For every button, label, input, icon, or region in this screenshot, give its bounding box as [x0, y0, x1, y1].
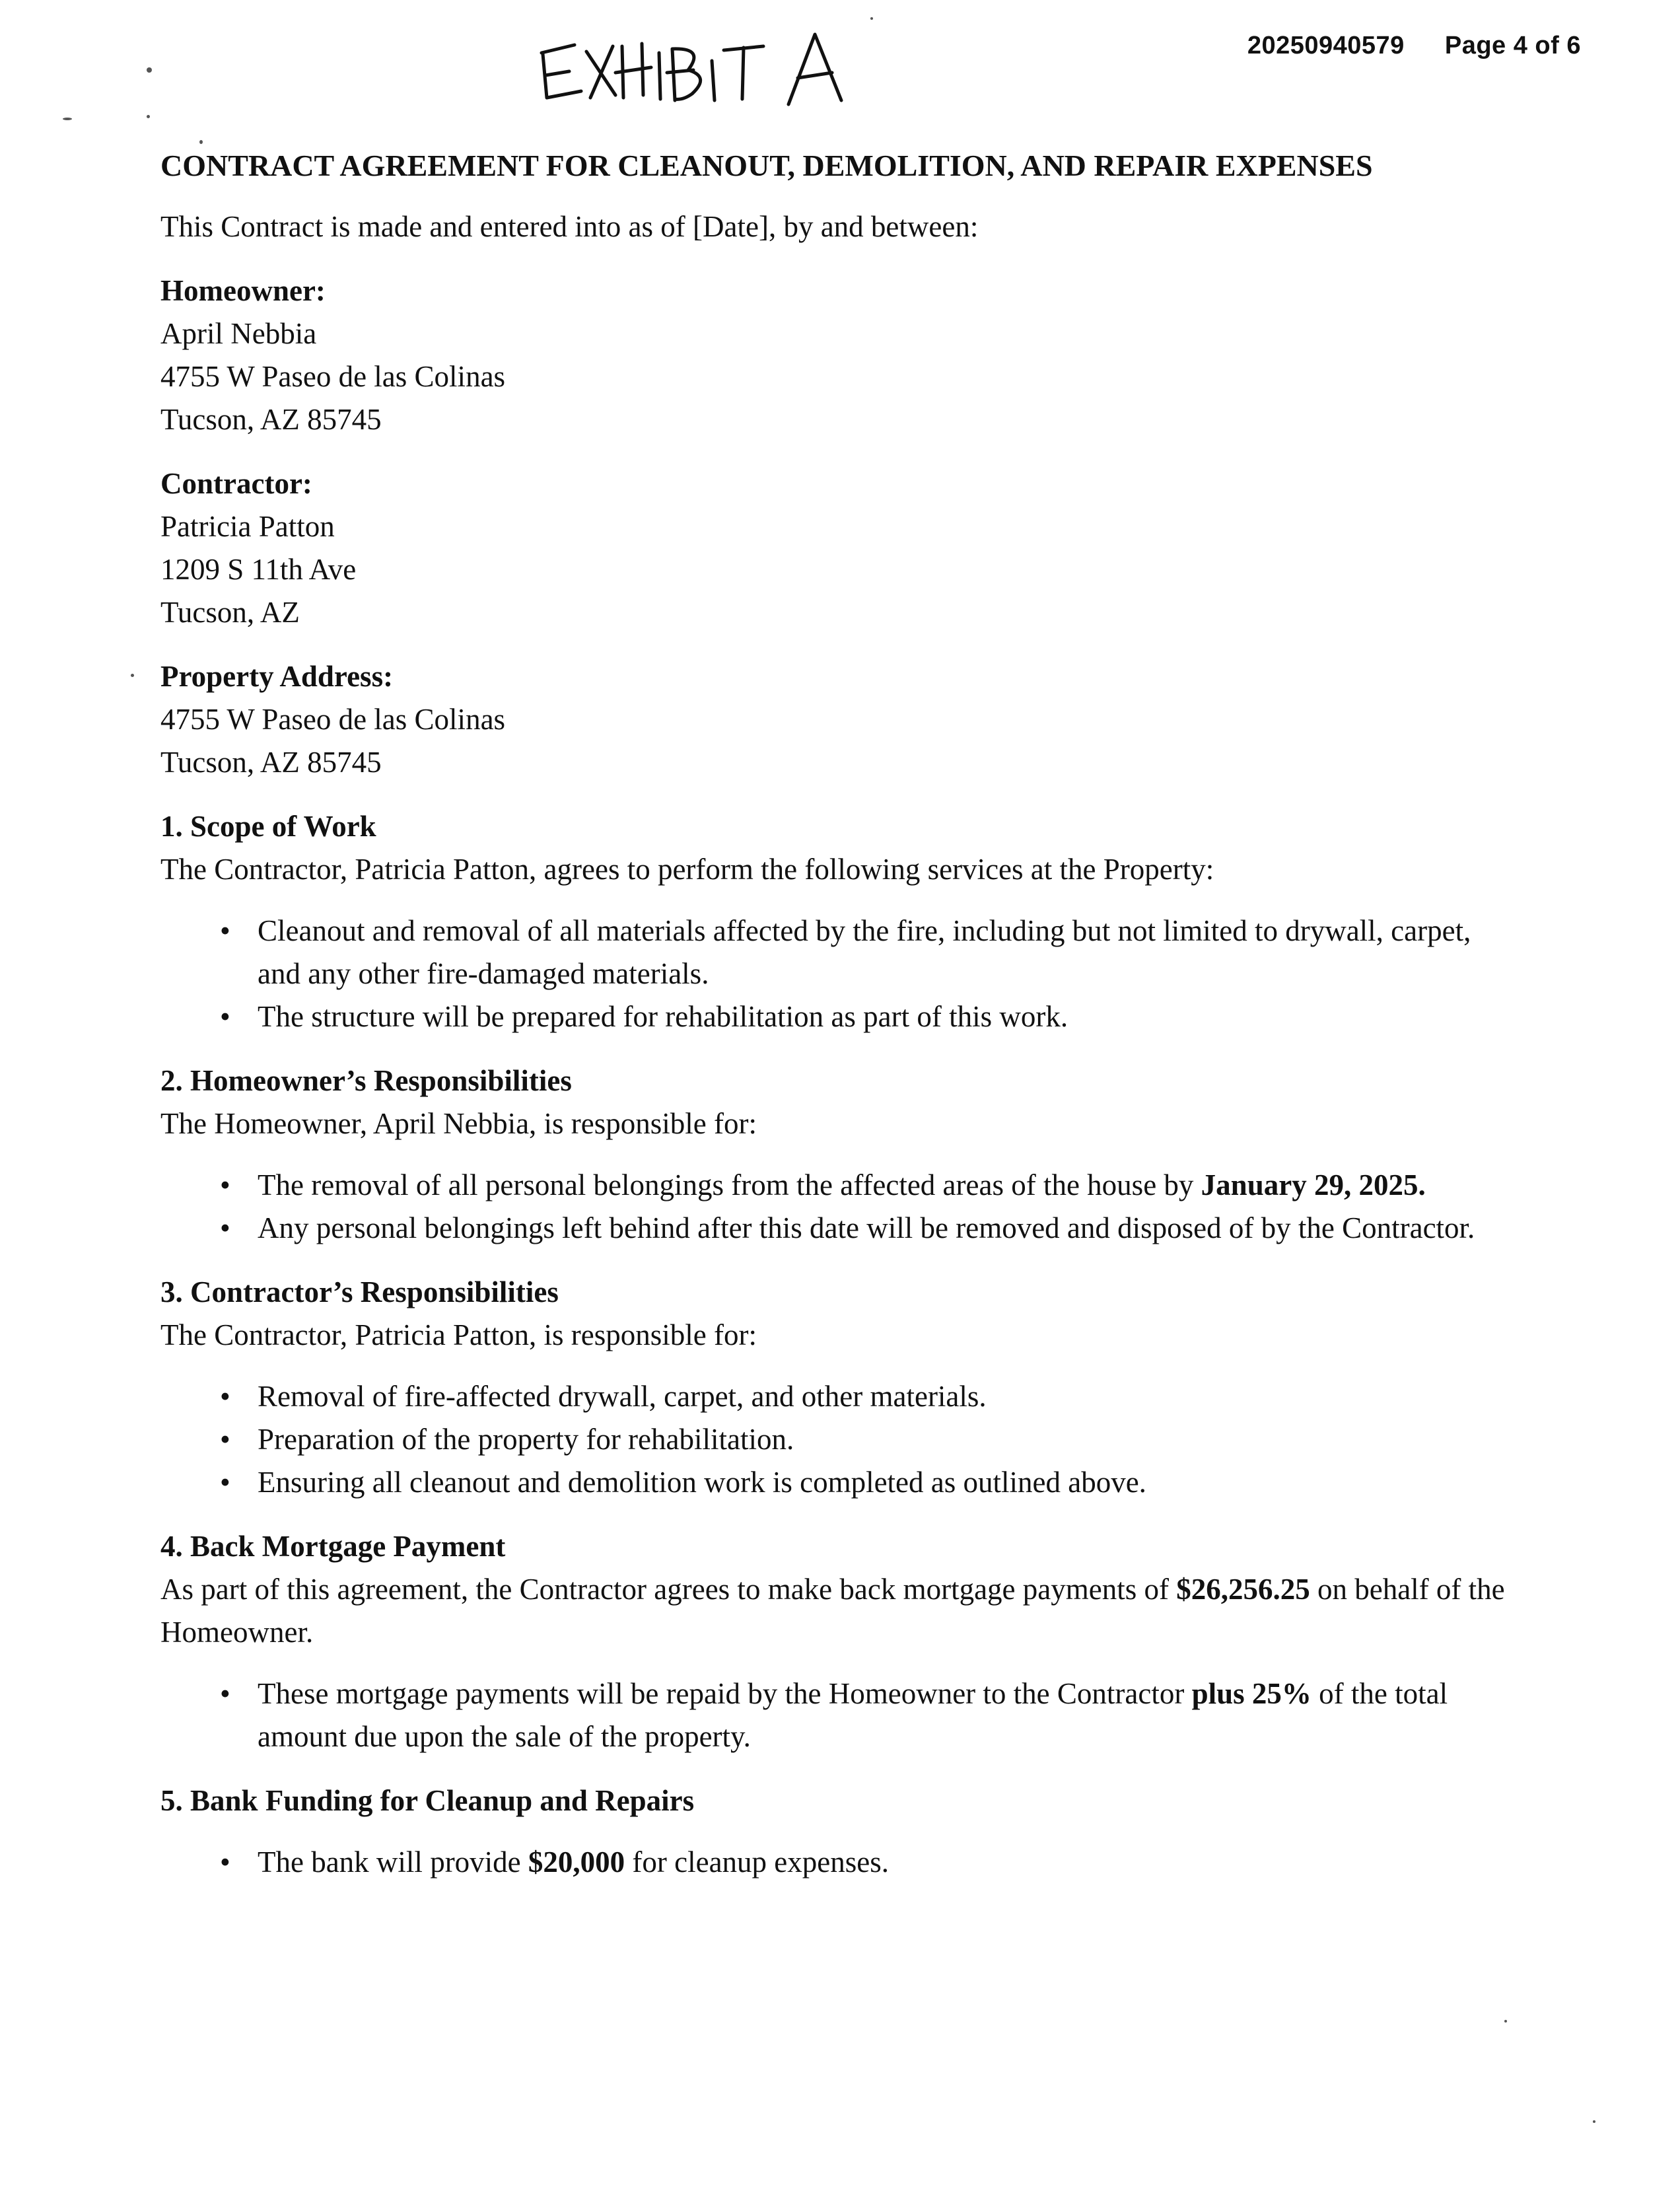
- list-item-text: The removal of all personal belongings from the affected areas of the house by: [258, 1168, 1201, 1201]
- list-item: [258, 1672, 1521, 1758]
- list-item: • Preparation of the property for rehabilitation.: [258, 1418, 1521, 1461]
- list-item-tail: of the total amount due upon the sale of the property.: [258, 1677, 1448, 1753]
- contract-body: [160, 144, 1521, 1884]
- repayment-premium: plus 25%: [1191, 1677, 1312, 1710]
- document-number: 20250940579: [1247, 32, 1405, 59]
- list-item-text: These mortgage payments will be repaid by the Homeowner to the Contractor: [258, 1677, 1192, 1710]
- property-label: Property Address:: [160, 660, 394, 693]
- scan-speck: [147, 115, 150, 118]
- scan-speck: [147, 67, 152, 73]
- contractor-address-line1: 1209 S 11th Ave: [160, 553, 357, 586]
- scan-speck: [63, 118, 72, 120]
- contract-intro: This Contract is made and entered into as of [Date], by and between:: [160, 210, 979, 243]
- property-address-line2: Tucson, AZ 85745: [160, 746, 382, 779]
- contractor-label: Contractor:: [160, 467, 312, 500]
- section-bank-funding: [160, 1779, 1521, 1884]
- contract-title: CONTRACT AGREEMENT FOR CLEANOUT, DEMOLITION, AND REPAIR EXPENSES: [160, 149, 1373, 182]
- list-item: • Cleanout and removal of all materials affected by the fire, including but not limited to drywall, carpet, and any other fire-damaged materials.: [258, 910, 1521, 995]
- section-intro: [160, 1568, 1521, 1654]
- section-title: 4. Back Mortgage Payment: [160, 1530, 506, 1563]
- list-item: • The structure will be prepared for rehabilitation as part of this work.: [258, 995, 1521, 1038]
- contractor-block: [160, 462, 1521, 634]
- scan-speck: [1504, 2020, 1507, 2023]
- scan-speck: [1593, 2120, 1595, 2123]
- section-intro: The Contractor, Patricia Patton, is responsible for:: [160, 1318, 757, 1351]
- page-number: Page 4 of 6: [1444, 32, 1581, 59]
- bullet-list: [160, 1841, 1521, 1884]
- section-homeowner-responsibilities: [160, 1059, 1521, 1250]
- deadline-date: January 29, 2025.: [1201, 1168, 1426, 1201]
- homeowner-address-line2: Tucson, AZ 85745: [160, 403, 382, 436]
- section-back-mortgage-payment: [160, 1525, 1521, 1758]
- section-title: 5. Bank Funding for Cleanup and Repairs: [160, 1784, 695, 1817]
- bullet-list: [160, 1672, 1521, 1758]
- handwritten-exhibit-label: [535, 26, 878, 112]
- list-item: • Ensuring all cleanout and demolition work is completed as outlined above.: [258, 1461, 1521, 1504]
- bank-funding-amount: $20,000: [528, 1845, 625, 1879]
- section-contractor-responsibilities: [160, 1271, 1521, 1504]
- list-item: • Any personal belongings left behind after this date will be removed and disposed of by the Contractor.: [258, 1207, 1521, 1250]
- list-item: [258, 1164, 1521, 1207]
- scan-speck: [131, 674, 134, 677]
- bullet-list: [160, 1375, 1521, 1504]
- scan-speck: [870, 17, 873, 20]
- section-title: 1. Scope of Work: [160, 810, 376, 843]
- page-header: [1247, 32, 1581, 60]
- homeowner-address-line1: 4755 W Paseo de las Colinas: [160, 360, 506, 393]
- section-intro-tail: on behalf of the Homeowner.: [160, 1573, 1505, 1649]
- section-intro-text: As part of this agreement, the Contractor agrees to make back mortgage payments of: [160, 1573, 1177, 1606]
- section-title: 2. Homeowner’s Responsibilities: [160, 1064, 572, 1097]
- section-title: 3. Contractor’s Responsibilities: [160, 1275, 559, 1308]
- mortgage-amount: $26,256.25: [1176, 1573, 1310, 1606]
- section-scope-of-work: [160, 805, 1521, 1038]
- property-block: [160, 655, 1521, 784]
- list-item-text: The bank will provide: [258, 1845, 528, 1879]
- property-address-line1: 4755 W Paseo de las Colinas: [160, 703, 506, 736]
- contractor-address-line2: Tucson, AZ: [160, 596, 300, 629]
- homeowner-block: [160, 269, 1521, 441]
- contractor-name: Patricia Patton: [160, 510, 335, 543]
- homeowner-name: April Nebbia: [160, 317, 317, 350]
- list-item: [258, 1841, 1521, 1884]
- list-item-tail: for cleanup expenses.: [625, 1845, 889, 1879]
- bullet-list: [160, 1164, 1521, 1250]
- section-intro: The Homeowner, April Nebbia, is responsible for:: [160, 1107, 757, 1140]
- list-item: • Removal of fire-affected drywall, carpet, and other materials.: [258, 1375, 1521, 1418]
- bullet-list: [160, 910, 1521, 1038]
- homeowner-label: Homeowner:: [160, 274, 326, 307]
- section-intro: The Contractor, Patricia Patton, agrees to perform the following services at the Property:: [160, 853, 1214, 886]
